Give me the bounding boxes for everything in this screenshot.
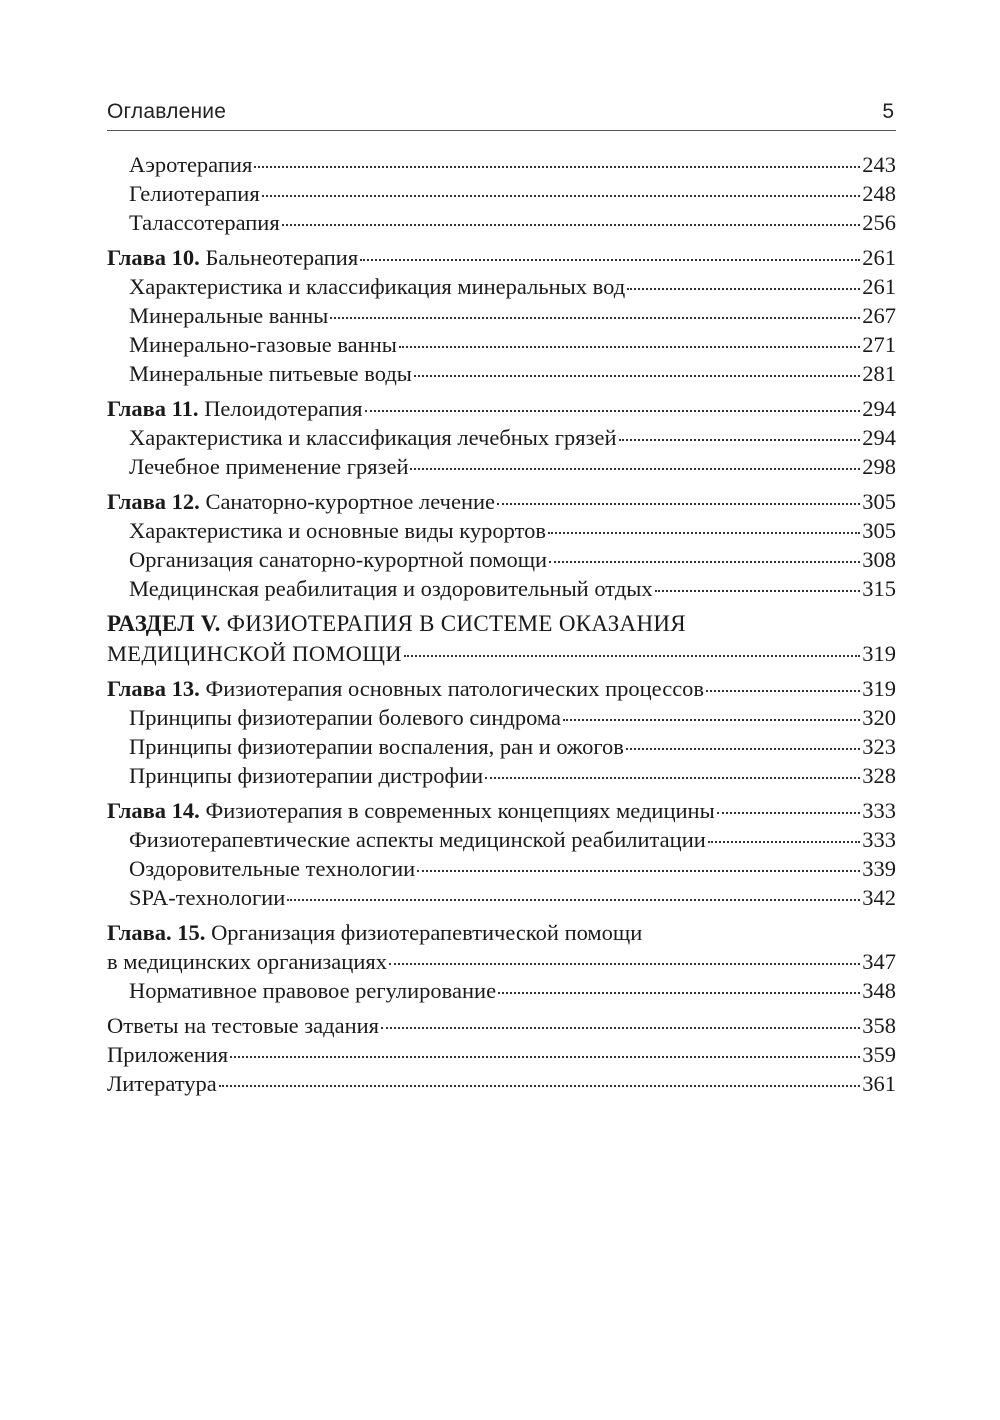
- toc-entry[interactable]: Талассотерапия 256: [129, 210, 896, 235]
- toc-section-entry[interactable]: РАЗДЕЛ V. ФИЗИОТЕРАПИЯ В СИСТЕМЕ ОКАЗАНИЯ: [107, 611, 686, 636]
- toc-section-entry-continued[interactable]: МЕДИЦИНСКОЙ ПОМОЩИ 319: [107, 641, 896, 666]
- toc-entry[interactable]: Характеристика и классификация минеральных вод 261: [129, 274, 896, 299]
- toc-group-chapter-11: [107, 394, 896, 481]
- toc-entry[interactable]: Характеристика и классификация лечебных грязей 294: [129, 425, 896, 450]
- toc-group-section-5: [107, 609, 896, 668]
- toc-chapter-entry[interactable]: Глава 10. Бальнеотерапия 261: [107, 245, 896, 270]
- toc-entry[interactable]: Ответы на тестовые задания 358: [107, 1013, 896, 1038]
- toc-chapter-entry[interactable]: Глава 14. Физиотерапия в современных концепциях медицины 333: [107, 798, 896, 823]
- toc-entry[interactable]: Аэротерапия 243: [129, 152, 896, 177]
- toc-group-chapter-13: [107, 674, 896, 790]
- toc-group-chapter-15: [107, 918, 896, 1005]
- table-of-contents: [107, 150, 896, 1104]
- toc-entry[interactable]: Оздоровительные технологии 339: [129, 856, 896, 881]
- toc-entry[interactable]: Принципы физиотерапии дистрофии 328: [129, 763, 896, 788]
- toc-chapter-entry[interactable]: Глава 12. Санаторно-курортное лечение 305: [107, 489, 896, 514]
- header-page-number: 5: [882, 100, 894, 123]
- header-title: Оглавление: [107, 100, 227, 123]
- toc-group-chapter-10: [107, 243, 896, 388]
- toc-entry[interactable]: Минерально-газовые ванны 271: [129, 332, 896, 357]
- toc-entry[interactable]: Организация санаторно-курортной помощи 308: [129, 547, 896, 572]
- running-header: [107, 98, 896, 131]
- toc-entry[interactable]: Лечебное применение грязей 298: [129, 454, 896, 479]
- toc-entry[interactable]: Принципы физиотерапии болевого синдрома 320: [129, 705, 896, 730]
- toc-entry[interactable]: Принципы физиотерапии воспаления, ран и ожогов 323: [129, 734, 896, 759]
- toc-chapter-entry[interactable]: Глава 11. Пелоидотерапия 294: [107, 396, 896, 421]
- toc-chapter-entry[interactable]: Глава. 15. Организация физиотерапевтической помощи: [107, 920, 643, 945]
- toc-entry[interactable]: Медицинская реабилитация и оздоровительный отдых 315: [129, 576, 896, 601]
- toc-group-chapter-14: [107, 796, 896, 912]
- toc-entry[interactable]: Приложения 359: [107, 1042, 896, 1067]
- toc-entry[interactable]: Физиотерапевтические аспекты медицинской реабилитации 333: [129, 827, 896, 852]
- toc-group-chapter-12: [107, 487, 896, 603]
- toc-group-ch9-continued: [107, 150, 896, 237]
- toc-entry[interactable]: Минеральные ванны 267: [129, 303, 896, 328]
- toc-entry[interactable]: Нормативное правовое регулирование 348: [129, 978, 896, 1003]
- toc-entry[interactable]: Гелиотерапия 248: [129, 181, 896, 206]
- toc-group-back-matter: [107, 1011, 896, 1098]
- toc-entry[interactable]: SPA-технологии 342: [129, 885, 896, 910]
- toc-entry[interactable]: Минеральные питьевые воды 281: [129, 361, 896, 386]
- toc-entry[interactable]: Характеристика и основные виды курортов 305: [129, 518, 896, 543]
- toc-entry[interactable]: Литература 361: [107, 1071, 896, 1096]
- toc-chapter-entry[interactable]: Глава 13. Физиотерапия основных патологических процессов 319: [107, 676, 896, 701]
- toc-chapter-entry-continued[interactable]: в медицинских организациях 347: [107, 949, 896, 974]
